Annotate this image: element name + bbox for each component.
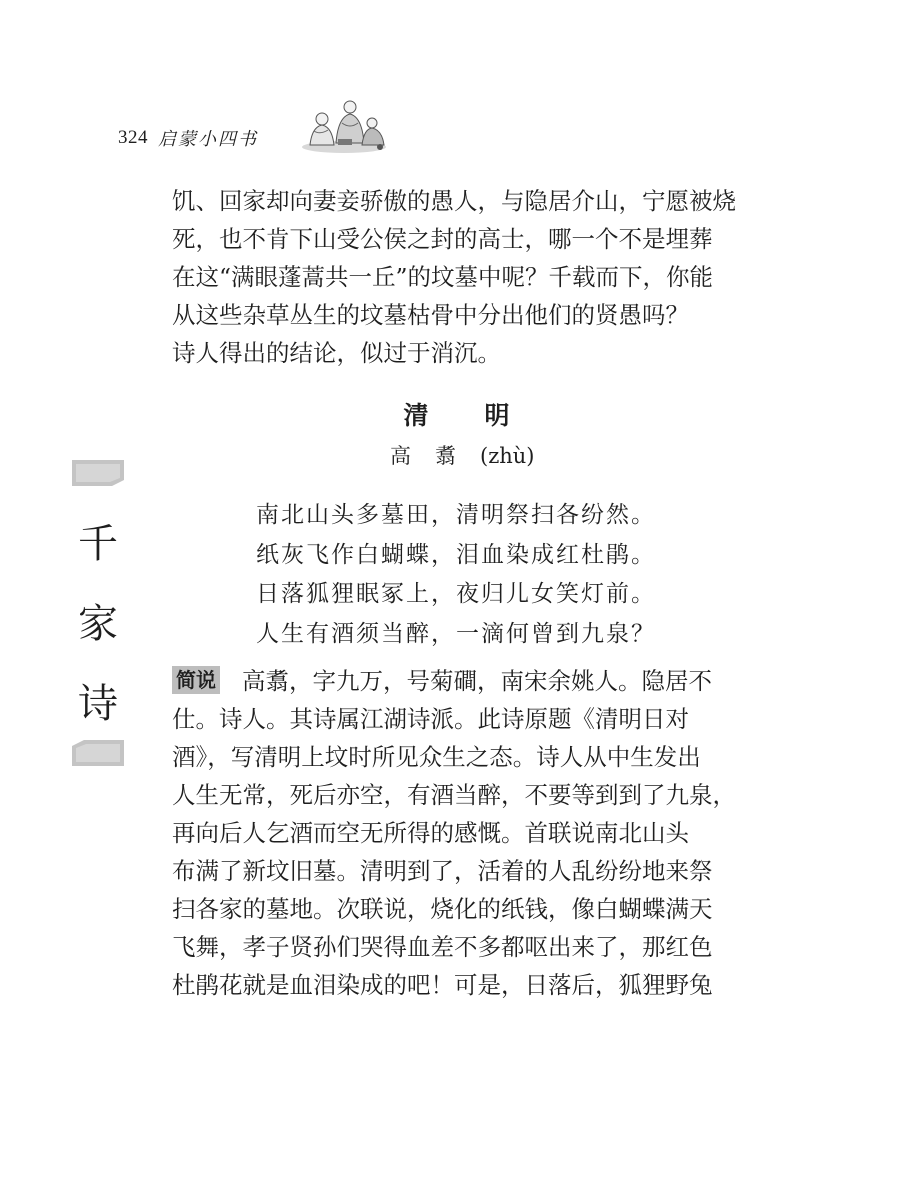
poem-line: 南北山头多墓田，清明祭扫各纷然。 [256, 502, 656, 528]
poem-line: 日落狐狸眠冢上，夜归儿女笑灯前。 [256, 581, 656, 607]
text-line: 酒》，写清明上坟时所见众生之态。诗人从中生发出 [172, 743, 701, 771]
poem-line: 纸灰飞作白蝴蝶，泪血染成红杜鹃。 [256, 541, 656, 568]
text-line: 仕。诗人。其诗属江湖诗派。此诗原题《清明日对 [172, 705, 689, 733]
text-line: 诗人得出的结论，似过于消沉。 [172, 339, 501, 367]
text-line: 人生无常，死后亦空，有酒当醉，不要等到到了九泉， [172, 781, 736, 809]
commentary-first-line: 高翥，字九万，号菊磵，南宋余姚人。隐居不 [242, 667, 712, 695]
page-number: 324 [118, 127, 148, 148]
author-pinyin: (zhù) [480, 444, 535, 468]
text-line: 飞舞，孝子贤孙们哭得血差不多都呕出来了，那红色 [172, 933, 713, 961]
author-name: 高翥 [390, 444, 480, 468]
text-line [172, 662, 744, 700]
side-char-2: 家 [78, 601, 118, 647]
text-line: 饥、回家却向妻妾骄傲的愚人，与隐居介山，宁愿被烧 [172, 187, 736, 215]
text-line: 布满了新坟旧墓。清明到了，活着的人乱纷纷地来祭 [172, 857, 713, 885]
commentary-tag: 简说 [172, 666, 220, 694]
poem-author [390, 440, 535, 470]
text-line: 死，也不肯下山受公侯之封的高士，哪一个不是埋葬 [172, 225, 713, 253]
side-section-label [72, 458, 124, 768]
text-line: 扫各家的墓地。次联说，烧化的纸钱，像白蝴蝶满天 [172, 895, 713, 923]
side-bar-bottom [72, 740, 124, 768]
poem-title: 清明 [403, 401, 566, 430]
side-label-text [72, 504, 124, 744]
side-char-3: 诗 [78, 681, 118, 727]
side-bar-top [72, 458, 124, 486]
scholars-illustration-icon [298, 97, 390, 155]
commentary-paragraph [172, 662, 744, 1004]
intro-paragraph [172, 182, 744, 372]
book-title: 启蒙小四书 [158, 129, 258, 150]
text-line: 在这“满眼蓬蒿共一丘”的坟墓中呢？千载而下，你能 [172, 263, 714, 291]
side-char-1: 千 [78, 521, 118, 567]
text-line: 杜鹃花就是血泪染成的吧！可是，日落后，狐狸野兔 [172, 971, 713, 999]
running-header [118, 118, 258, 158]
text-line: 从这些杂草丛生的坟墓枯骨中分出他们的贤愚吗？ [172, 301, 689, 329]
text-line: 再向后人乞酒而空无所得的感慨。首联说南北山头 [172, 819, 689, 847]
poem-body [256, 496, 656, 654]
poem-line: 人生有酒须当醉，一滴何曾到九泉？ [256, 620, 656, 647]
